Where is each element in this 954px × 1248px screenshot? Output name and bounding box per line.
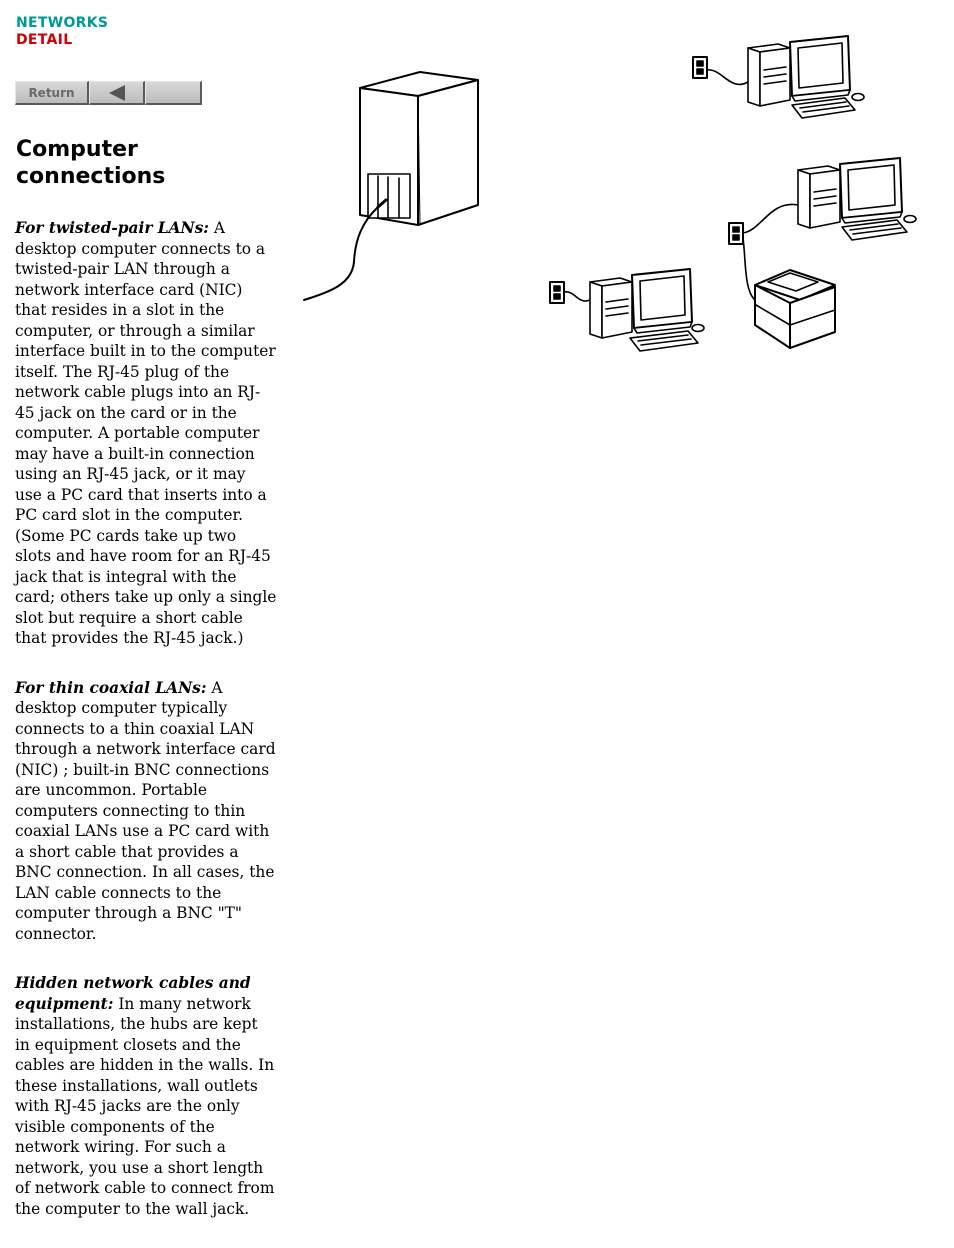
return-button[interactable]: Return	[15, 81, 89, 105]
desktop-computer-icon	[748, 36, 864, 118]
breadcrumb	[16, 15, 108, 49]
paragraph-text: A desktop computer connects to a twisted-pair LAN through a network interface card (NIC) that resides in a slot in the computer, or through a similar interface built in to the computer itself. The RJ-45 plug of the network cable plugs into an RJ-45 jack on the card or in the computer. A portable computer may have a built-in connection using an RJ-45 jack, or it may use a PC card that inserts into a PC card slot in the computer. (Some PC cards take up two slots and have room for an RJ-45 jack that is integral with the card; others take up only a single slot but require a short cable that provides the RJ-45 jack.)	[15, 219, 277, 647]
paragraph-lead: Hidden network cables and equipment:	[15, 974, 251, 1013]
desktop-computer-icon	[798, 158, 916, 240]
page-title: Computer connections	[16, 137, 166, 189]
paragraph-lead: For twisted-pair LANs:	[15, 219, 209, 237]
left-triangle-icon	[109, 85, 125, 101]
nav-button-bar	[15, 81, 202, 107]
laser-printer-icon	[755, 270, 835, 348]
article-body	[15, 218, 277, 1248]
server-tower-icon	[304, 72, 478, 300]
paragraph-thin-coax	[15, 678, 277, 945]
back-button[interactable]	[89, 81, 145, 105]
subsection-label: DETAIL	[16, 32, 73, 48]
wall-jack-icon	[729, 223, 743, 244]
paragraph-lead: For thin coaxial LANs:	[15, 678, 207, 697]
paragraph-text: In many network installations, the hubs are kept in equipment closets and the cables are hidden in the walls. In these installations, wall outlets with RJ-45 jacks are the only visible components of the network wiring. For such a network, you use a short length of network cable to connect from the computer to the wall jack.	[15, 994, 275, 1218]
wall-jack-icon	[693, 57, 707, 78]
desktop-computer-icon	[590, 269, 704, 351]
paragraph-hidden-cables	[15, 973, 277, 1219]
network-illustration	[300, 30, 930, 360]
forward-button[interactable]	[145, 81, 202, 105]
paragraph-twisted-pair	[15, 218, 277, 649]
section-label: NETWORKS	[16, 15, 109, 31]
paragraph-text: A desktop computer typically connects to a thin coaxial LAN through a network interface card (NIC) ; built-in BNC connections are uncommon. Portable computers connecting to thin coaxial LANs use a PC card with a short cable that provides a BNC connection. In all cases, the LAN cable connects to the computer through a BNC "T" connector.	[15, 678, 276, 943]
wall-jack-icon	[550, 282, 564, 303]
